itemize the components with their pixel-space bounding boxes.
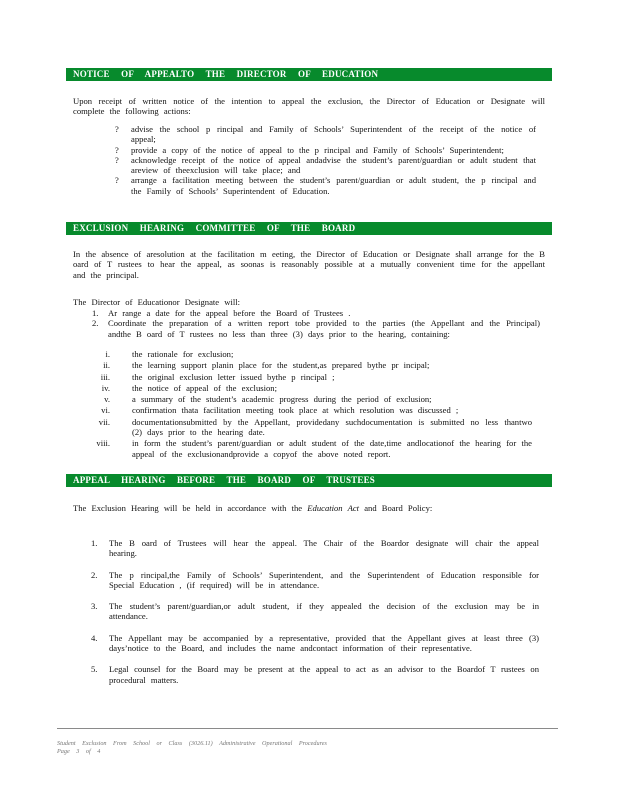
section-2-lead: The Director of Educationor Designate will: (73, 297, 241, 307)
bullet-glyph: ? (115, 154, 119, 165)
list-item (115, 175, 536, 196)
list-marker: viii. (96, 438, 110, 449)
section-1-bullet-list (115, 124, 536, 196)
list-marker: v. (104, 394, 110, 405)
list-item (96, 438, 532, 459)
list-item-text: a summary of the student’s academic progress during the period of exclusion; (132, 394, 432, 405)
list-item (91, 664, 539, 685)
list-marker: iv. (101, 382, 110, 393)
list-marker: 1. (91, 538, 98, 548)
list-item (92, 318, 540, 339)
list-item-text: The student’s parent/guardian,or adult student, if they appealed the decision of the exclusion may be in attendance. (109, 601, 539, 622)
list-item (98, 416, 532, 438)
intro-text: The Exclusion Hearing will be held in accordance with the (73, 503, 303, 513)
list-item (103, 360, 532, 371)
list-item (105, 349, 532, 359)
list-item-text: Legal counsel for the Board may be present at the appeal to act as an advisor to the Boardof T rustees on procedural matters. (109, 664, 539, 685)
list-item (91, 632, 539, 654)
list-item (115, 154, 536, 176)
list-item (100, 371, 532, 382)
list-marker: 5. (91, 664, 98, 675)
list-item (115, 144, 536, 155)
section-3-intro (73, 503, 545, 513)
footer-title: Student Exclusion From School or Class (3026.11) Administrative Operational Procedures (57, 740, 327, 747)
list-item-text: advise the school p rincipal and Family of Schools’ Superintendent of the receipt of the notice of appeal; (131, 124, 536, 145)
list-item-text: The Appellant may be accompanied by a representative, provided that the Appellant gives at least three (3) days’notice to the Board, and includes the name andcontact information of their representative. (109, 632, 539, 654)
list-item-text: The p rincipal,the Family of Schools’ Superintendent, and the Superintendent of Education responsible for Special Education , (if required) will be in attendance. (109, 569, 539, 590)
section-1-intro: Upon receipt of written notice of the intention to appeal the exclusion, the Director of Education or Designate will complete the following actions: (73, 96, 545, 117)
act-name: Education Act (307, 503, 360, 513)
list-item-text: Coordinate the preparation of a written report tobe provided to the parties (the Appellant and the Principal) andthe B oard of T rustees no less than three (3) days prior to the hearing, containing: (108, 318, 540, 339)
list-marker: i. (105, 349, 110, 359)
list-marker: 2. (92, 318, 99, 329)
list-marker: 1. (92, 308, 99, 318)
list-item (101, 405, 532, 416)
list-item-text: provide a copy of the notice of appeal to the p rincipal and Family of Schools’ Superintendent; (131, 144, 504, 155)
list-item (104, 394, 532, 405)
footer-rule (57, 728, 558, 729)
bullet-glyph: ? (115, 175, 119, 186)
list-marker: iii. (100, 371, 110, 382)
list-item (92, 308, 540, 318)
list-item-text: acknowledge receipt of the notice of appeal andadvise the student’s parent/guardian or adult student that areview of theexclusion will take place; and (131, 154, 536, 176)
section-heading-appeal-hearing: APPEAL HEARING BEFORE THE BOARD OF TRUSTEES (66, 474, 552, 487)
section-2-intro: In the absence of aresolution at the facilitation m eeting, the Director of Education or Designate shall arrange for the B oard of T rustees to hear the appeal, as soonas is reasonably possible at a mutually convenient time for the appellant and the principal. (73, 249, 545, 280)
list-marker: vii. (98, 416, 110, 427)
list-marker: 2. (91, 569, 98, 580)
list-item (91, 538, 539, 559)
list-item-text: in form the student’s parent/guardian or adult student of the date,time andlocationof the hearing for the appeal of the exclusionandprovide a copyof the above noted report. (132, 438, 532, 459)
list-item-text: the notice of appeal of the exclusion; (132, 382, 277, 393)
list-item-text: arrange a facilitation meeting between the student’s parent/guardian or adult student, the p rincipal and the Family of Schools’ Superintendent of Education. (131, 175, 536, 196)
list-marker: 4. (91, 632, 98, 643)
page-footer (57, 740, 327, 756)
list-item-text: confirmation thata facilitation meeting took place at which resolution was discussed ; (132, 405, 459, 416)
list-item-text: documentationsubmitted by the Appellant, providedany suchdocumentation is submitted no less thantwo (2) days prior to the hearing date. (132, 416, 532, 438)
bullet-glyph: ? (115, 144, 119, 155)
footer-page-number: Page 3 of 4 (57, 748, 101, 755)
list-item-text: the learning support planin place for the student,as prepared bythe pr incipal; (132, 360, 430, 371)
intro-text: and Board Policy: (364, 503, 433, 513)
list-item (91, 601, 539, 622)
list-item (101, 382, 532, 393)
list-item-text: Ar range a date for the appeal before the Board of Trustees . (108, 308, 351, 318)
list-item (115, 124, 536, 145)
section-2-roman-list (96, 349, 532, 459)
list-item-text: The B oard of Trustees will hear the appeal. The Chair of the Boardor designate will chair the appeal hearing. (109, 538, 539, 559)
section-3-numbered-list (91, 538, 539, 696)
section-2-numbered-list (92, 308, 540, 339)
list-marker: vi. (101, 405, 110, 416)
bullet-glyph: ? (115, 124, 119, 134)
list-marker: 3. (91, 601, 98, 612)
list-item (91, 569, 539, 591)
list-item-text: the original exclusion letter issued bythe p rincipal ; (132, 371, 335, 382)
section-heading-exclusion-hearing-committee: EXCLUSION HEARING COMMITTEE OF THE BOARD (66, 222, 552, 235)
section-heading-notice-of-appeal: NOTICE OF APPEALTO THE DIRECTOR OF EDUCATION (66, 68, 552, 81)
list-item-text: the rationale for exclusion; (132, 349, 234, 359)
list-marker: ii. (103, 360, 110, 371)
